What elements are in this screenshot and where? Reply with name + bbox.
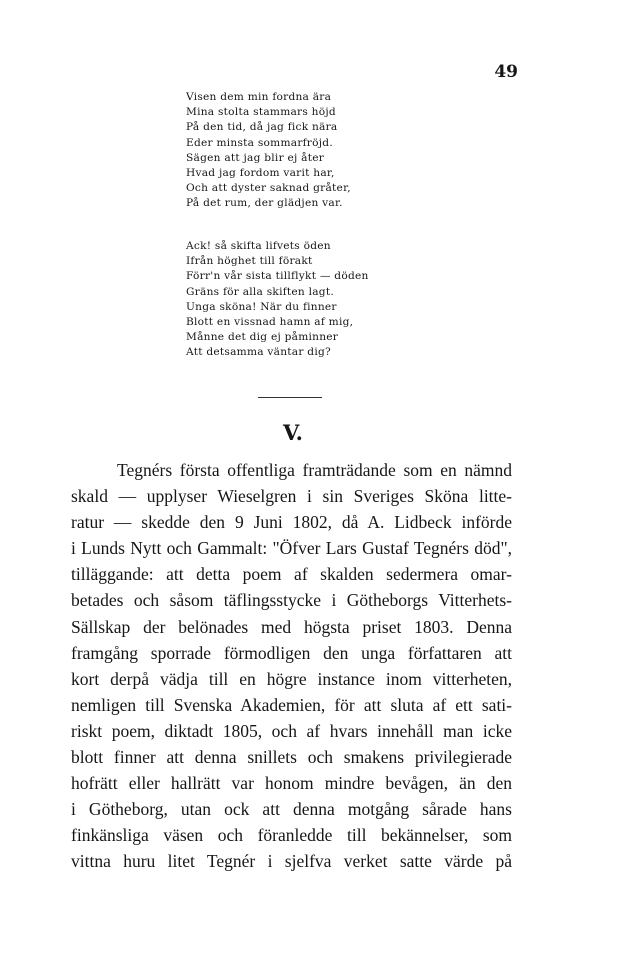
section-heading: V.	[283, 420, 303, 445]
body-line: blott finner att denna snillets och smakens privilegierade	[71, 747, 512, 768]
body-line: ratur — skedde den 9 Juni 1802, då A. Lidbeck införde	[71, 512, 512, 533]
body-line: kort derpå vädja till en högre instance inom vitterheten,	[71, 668, 512, 689]
body-line: Tegnérs första offentliga framträdande som en nämnd	[117, 460, 512, 480]
poem-line: Visen dem min fordna ära	[186, 91, 332, 103]
poem-line: Unga sköna! När du finner	[186, 300, 337, 313]
body-line: nemligen till Svenska Akademien, för att sluta af ett sati-	[71, 694, 512, 715]
poem-line: Ack! så skifta lifvets öden	[186, 240, 331, 252]
body-line: riskt poem, diktadt 1805, och af hvars innehåll man icke	[71, 720, 512, 741]
body-paragraph	[71, 457, 512, 875]
poem-stanza-2	[186, 239, 369, 361]
poem-line: Att detsamma väntar dig?	[186, 346, 331, 359]
body-line: framgång sporrade förmodligen den unga författaren att	[71, 642, 512, 663]
poem-line: Och att dyster saknad gråter,	[186, 182, 351, 195]
poem-line: Ifrån höghet till förakt	[186, 255, 313, 268]
body-line: finkänsliga väsen och föranledde till bekännelser, som	[71, 825, 512, 846]
body-line: i Götheborg, utan ock att denna motgång sårade hans	[71, 799, 512, 820]
page-number: 49	[494, 62, 518, 82]
poem-line: Gräns för alla skiften lagt.	[186, 285, 334, 298]
poem-line: På den tid, då jag fick nära	[186, 121, 338, 134]
poem-line: Månne det dig ej påminner	[186, 331, 339, 344]
poem-line: Hvad jag fordom varit har,	[186, 167, 335, 180]
poem-line: På det rum, der glädjen var.	[186, 197, 343, 210]
poem-line: Sägen att jag blir ej åter	[186, 151, 325, 164]
body-line: betades och såsom täflingsstycke i Götheborgs Vitterhets-	[71, 590, 512, 611]
poem-line: Mina stolta stammars höjd	[186, 106, 336, 119]
body-line: skald — upplyser Wieselgren i sin Sveriges Sköna litte-	[71, 486, 512, 507]
poem-line: Eder minsta sommarfröjd.	[186, 136, 333, 149]
poem-line: Blott en vissnad hamn af mig,	[186, 316, 354, 329]
poem-line: Förr'n vår sista tillflykt — döden	[186, 270, 369, 283]
body-line: i Lunds Nytt och Gammalt: "Öfver Lars Gustaf Tegnérs död",	[71, 538, 512, 559]
body-line: Sällskap der belönades med högsta priset 1803. Denna	[71, 616, 512, 637]
poem-stanza-1	[186, 90, 351, 212]
body-line: hofrätt eller hallrätt var honom mindre bevågen, än den	[71, 773, 512, 794]
body-line: tilläggande: att detta poem af skalden sedermera omar-	[71, 564, 512, 585]
body-line: vittna huru litet Tegnér i sjelfva verket satte värde på	[71, 851, 512, 872]
section-divider	[258, 397, 322, 398]
